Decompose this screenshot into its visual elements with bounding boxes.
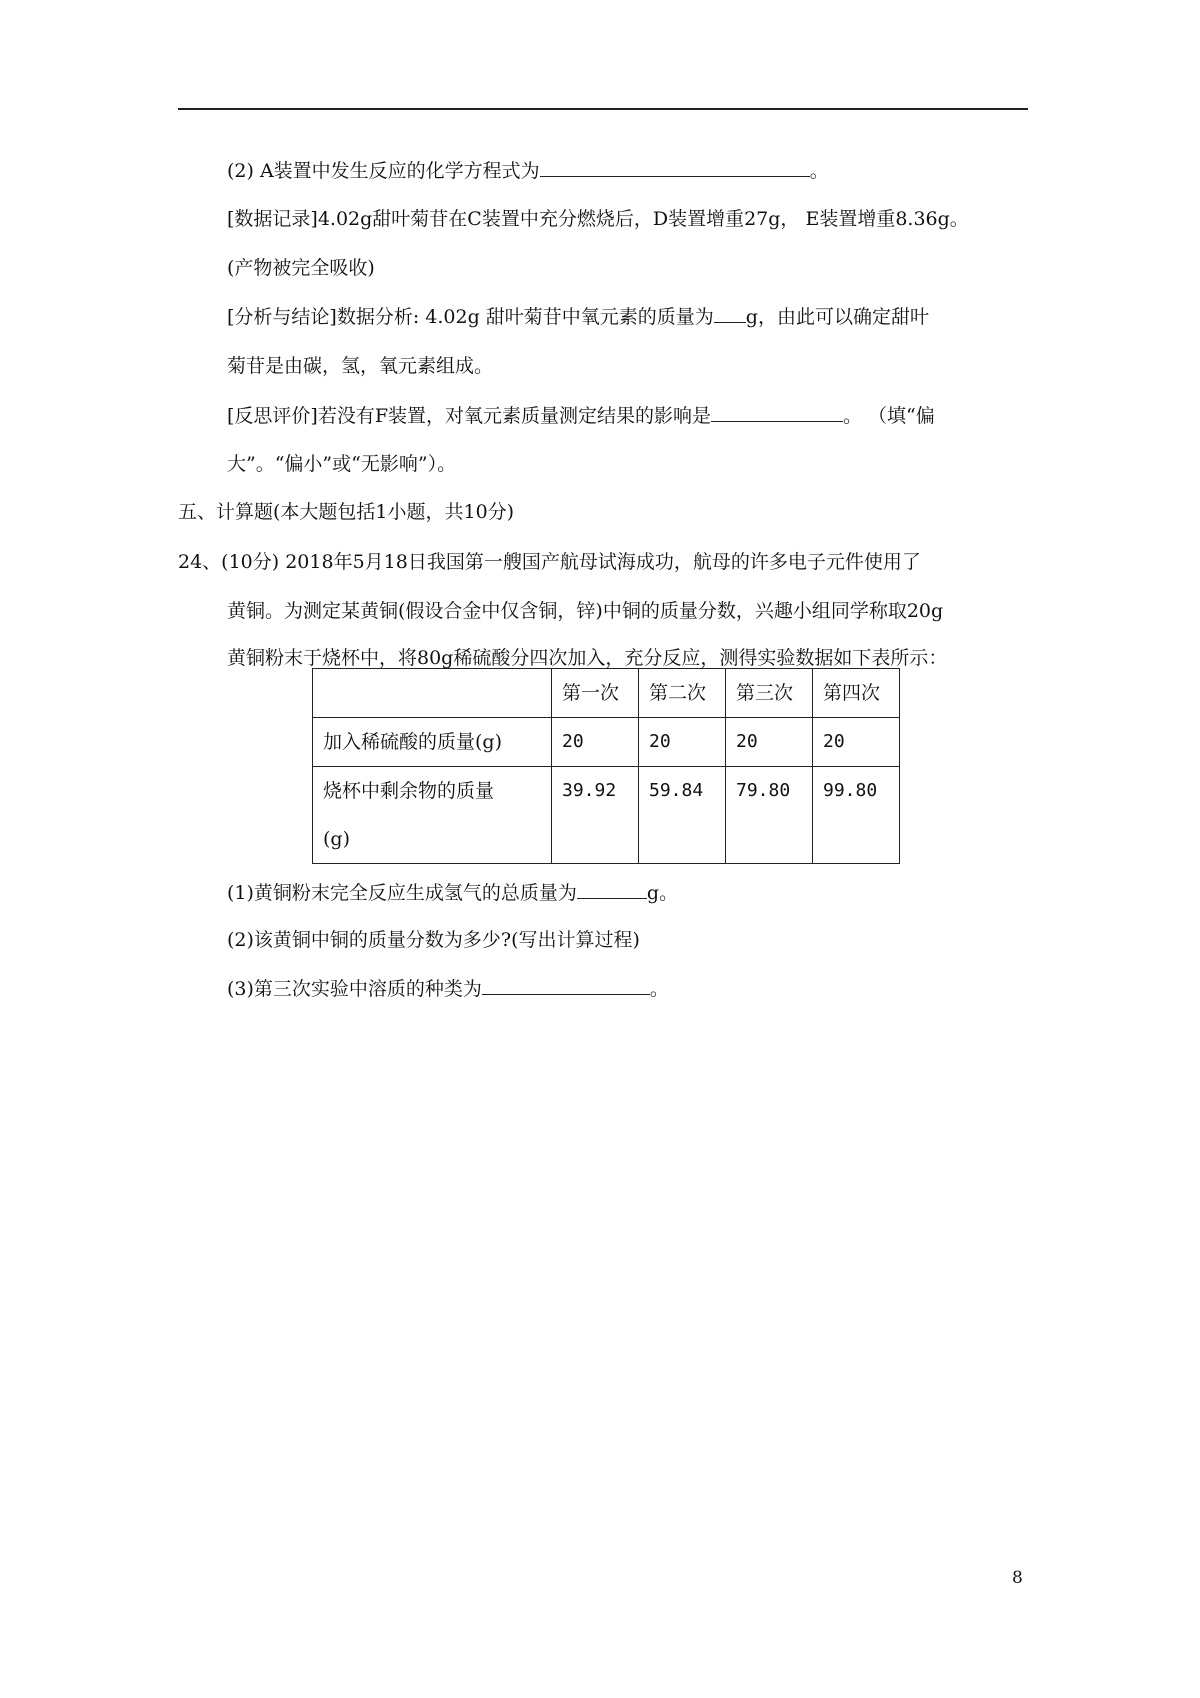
- table-row-label: 加入稀硫酸的质量(g): [313, 718, 552, 767]
- table-header-cell: 第三次: [726, 669, 813, 718]
- table-cell: 20: [813, 718, 900, 767]
- q23-part2-text: (2) A装置中发生反应的化学方程式为: [227, 160, 540, 182]
- answer-blank-equation: [540, 158, 810, 177]
- table-cell: 20: [552, 718, 639, 767]
- answer-blank-hydrogen: [577, 880, 647, 899]
- page-number: 8: [1012, 1568, 1023, 1588]
- table-cell: 79.80: [726, 767, 813, 864]
- q24-stem: 24、(10分) 2018年5月18日我国第一艘国产航母试海成功，航母的许多电子元件使用了: [178, 551, 921, 573]
- q23-part2: (2) A装置中发生反应的化学方程式为 。: [227, 160, 829, 182]
- table-row: [313, 718, 900, 767]
- header-rule: [178, 108, 1028, 110]
- data-record-note: (产物被完全吸收): [227, 257, 375, 279]
- q24-sub2: (2)该黄铜中铜的质量分数为多少?(写出计算过程): [227, 929, 640, 951]
- q24-sub1: (1)黄铜粉末完全反应生成氢气的总质量为 g。: [227, 882, 679, 904]
- table-header-cell: 第一次: [552, 669, 639, 718]
- table-header-blank: [313, 669, 552, 718]
- answer-blank-solute: [482, 976, 650, 995]
- table-row: [313, 767, 900, 864]
- table-cell: 39.92: [552, 767, 639, 864]
- table-cell: 99.80: [813, 767, 900, 864]
- data-record: [数据记录]4.02g甜叶菊苷在C装置中充分燃烧后，D装置增重27g， E装置增重8.36g。: [227, 208, 969, 230]
- table-cell: 59.84: [639, 767, 726, 864]
- q24-stem-3: 黄铜粉末于烧杯中，将80g稀硫酸分四次加入，充分反应，测得实验数据如下表所示：: [227, 647, 948, 669]
- reflection: [反思评价]若没有F装置，对氧元素质量测定结果的影响是 。 （填“偏: [227, 405, 935, 427]
- experiment-data-table: [312, 668, 900, 864]
- analysis-conclusion: [分析与结论]数据分析: 4.02g 甜叶菊苷中氧元素的质量为 g，由此可以确定甜叶: [227, 306, 929, 328]
- table-header-row: [313, 669, 900, 718]
- answer-blank-effect: [711, 403, 843, 422]
- table-header-cell: 第四次: [813, 669, 900, 718]
- table-row-label: 烧杯中剩余物的质量 (g): [313, 767, 552, 864]
- q24-stem-2: 黄铜。为测定某黄铜(假设合金中仅含铜，锌)中铜的质量分数，兴趣小组同学称取20g: [227, 600, 944, 622]
- table-header-cell: 第二次: [639, 669, 726, 718]
- reflection-cont: 大”。“偏小”或“无影响”）。: [227, 453, 457, 475]
- table-cell: 20: [639, 718, 726, 767]
- answer-blank-oxygen-mass: [714, 304, 746, 323]
- analysis-conclusion-cont: 菊苷是由碳，氢，氧元素组成。: [227, 355, 494, 377]
- q24-sub3: (3)第三次实验中溶质的种类为 。: [227, 978, 669, 1000]
- table-cell: 20: [726, 718, 813, 767]
- section-heading-calc: 五、计算题(本大题包括1小题，共10分): [178, 501, 515, 523]
